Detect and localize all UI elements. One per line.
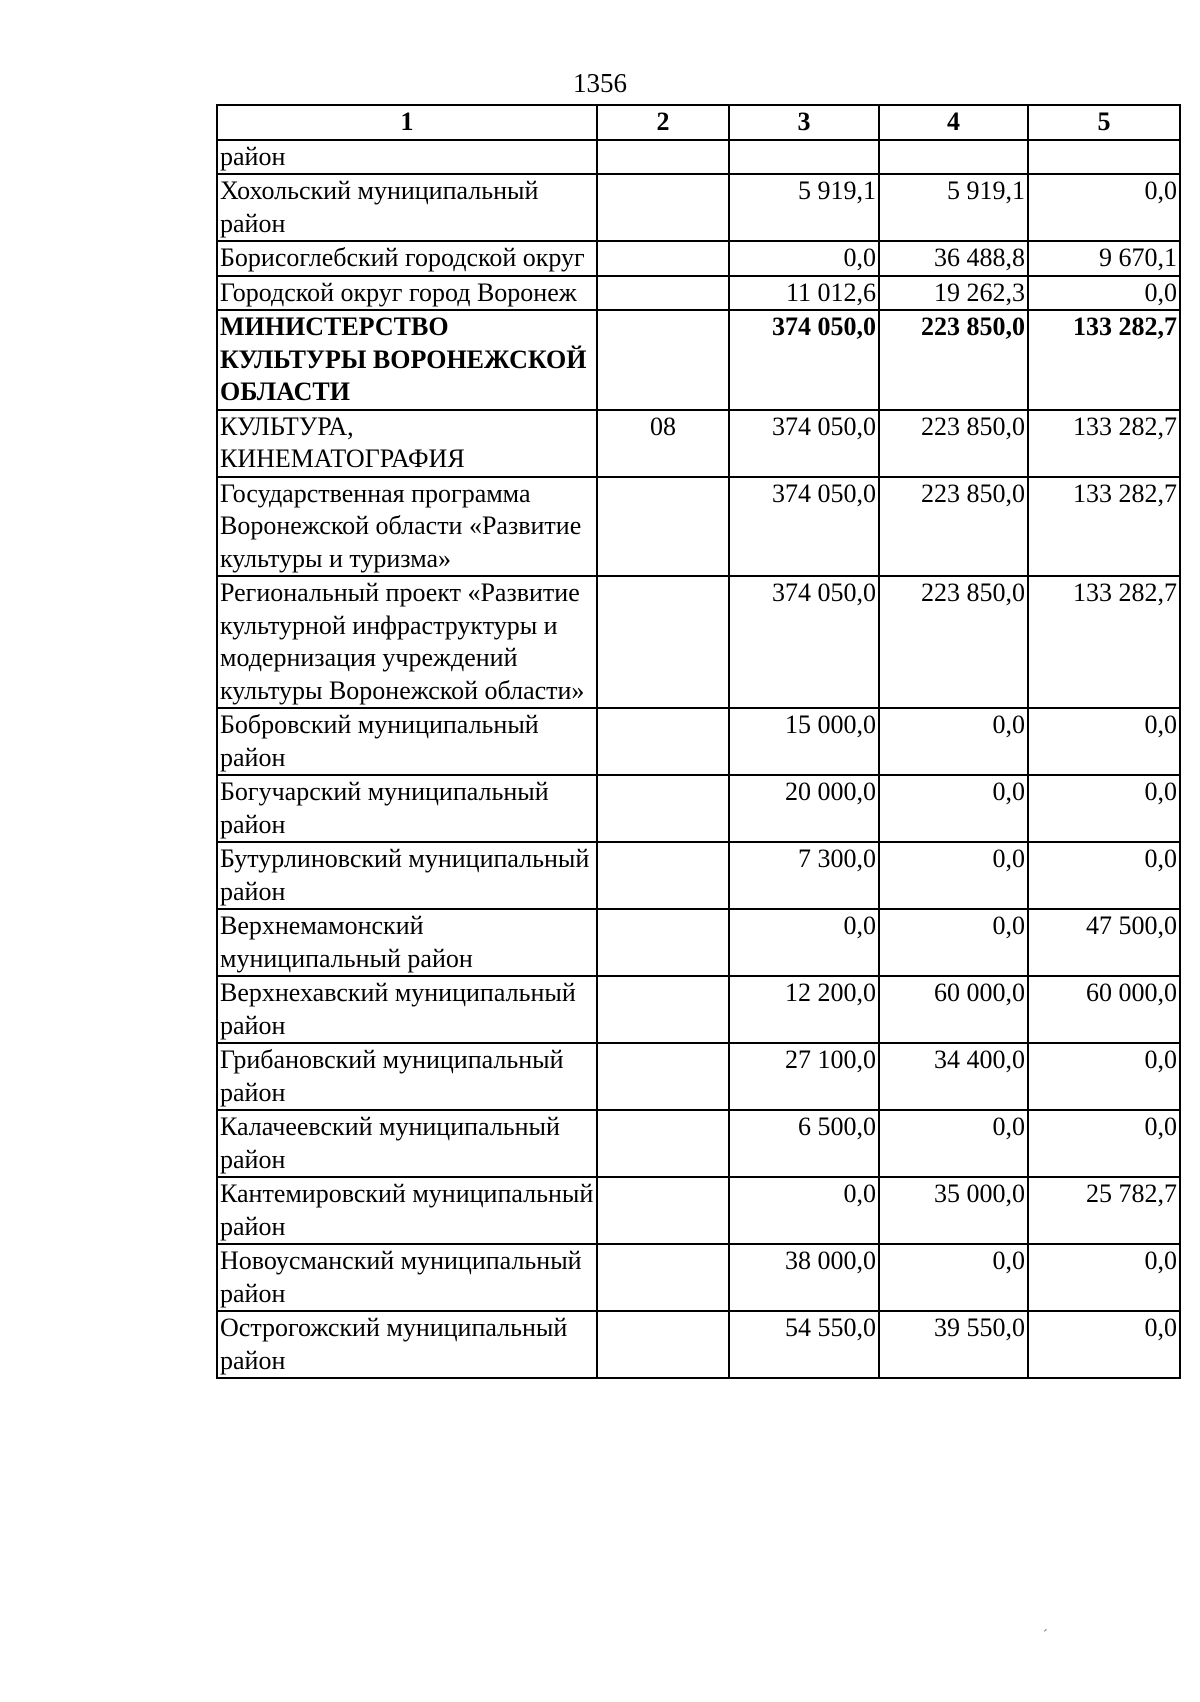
table-row — [217, 842, 1180, 909]
row-name-cell: Хохольский муниципальный район — [217, 174, 597, 241]
row-value-col5: 0,0 — [1028, 1244, 1180, 1311]
row-value-col5 — [1028, 140, 1180, 175]
row-value-col5: 0,0 — [1028, 1311, 1180, 1378]
row-value-col3: 374 050,0 — [729, 310, 879, 410]
row-value-col5: 0,0 — [1028, 276, 1180, 311]
row-value-col5: 0,0 — [1028, 1043, 1180, 1110]
column-header-4: 4 — [879, 105, 1028, 140]
row-code-cell — [597, 1043, 729, 1110]
row-name-cell: КУЛЬТУРА, КИНЕМАТОГРАФИЯ — [217, 410, 597, 477]
table-body — [217, 140, 1180, 1379]
row-value-col5: 133 282,7 — [1028, 576, 1180, 708]
row-value-col4: 223 850,0 — [879, 576, 1028, 708]
row-value-col4: 0,0 — [879, 842, 1028, 909]
row-value-col5: 0,0 — [1028, 1110, 1180, 1177]
table-row — [217, 1043, 1180, 1110]
row-value-col3: 6 500,0 — [729, 1110, 879, 1177]
table-row — [217, 241, 1180, 276]
table-row — [217, 1110, 1180, 1177]
row-value-col3: 38 000,0 — [729, 1244, 879, 1311]
row-name-cell: район — [217, 140, 597, 175]
row-value-col4: 0,0 — [879, 708, 1028, 775]
scan-mark: ˊ — [1043, 1628, 1048, 1643]
row-code-cell — [597, 842, 729, 909]
row-code-cell — [597, 310, 729, 410]
table-row — [217, 1177, 1180, 1244]
row-code-cell — [597, 140, 729, 175]
table-row — [217, 1311, 1180, 1378]
row-code-cell — [597, 1311, 729, 1378]
row-value-col3: 374 050,0 — [729, 477, 879, 577]
row-value-col4: 0,0 — [879, 909, 1028, 976]
row-value-col3: 374 050,0 — [729, 576, 879, 708]
row-value-col3: 374 050,0 — [729, 410, 879, 477]
row-code-cell: 08 — [597, 410, 729, 477]
row-value-col5: 0,0 — [1028, 174, 1180, 241]
row-code-cell — [597, 276, 729, 311]
row-code-cell — [597, 1177, 729, 1244]
row-value-col3 — [729, 140, 879, 175]
table-row — [217, 477, 1180, 577]
row-value-col5: 0,0 — [1028, 842, 1180, 909]
row-name-cell: Верхнехавский муниципальный район — [217, 976, 597, 1043]
row-value-col5: 47 500,0 — [1028, 909, 1180, 976]
row-value-col4: 223 850,0 — [879, 410, 1028, 477]
row-value-col5: 60 000,0 — [1028, 976, 1180, 1043]
row-code-cell — [597, 775, 729, 842]
row-value-col4: 223 850,0 — [879, 310, 1028, 410]
row-value-col4: 60 000,0 — [879, 976, 1028, 1043]
row-name-cell: Калачеевский муниципальный район — [217, 1110, 597, 1177]
budget-table — [216, 104, 1181, 1379]
row-name-cell: Новоусманский муниципальный район — [217, 1244, 597, 1311]
row-value-col4: 0,0 — [879, 1244, 1028, 1311]
row-value-col3: 11 012,6 — [729, 276, 879, 311]
table-row — [217, 576, 1180, 708]
row-name-cell: Кантемировский муниципальный район — [217, 1177, 597, 1244]
row-code-cell — [597, 976, 729, 1043]
row-name-cell: Грибановский муниципальный район — [217, 1043, 597, 1110]
row-value-col5: 133 282,7 — [1028, 410, 1180, 477]
row-code-cell — [597, 1110, 729, 1177]
row-value-col4 — [879, 140, 1028, 175]
row-value-col3: 0,0 — [729, 1177, 879, 1244]
row-code-cell — [597, 708, 729, 775]
row-value-col4: 39 550,0 — [879, 1311, 1028, 1378]
table-row — [217, 410, 1180, 477]
row-code-cell — [597, 241, 729, 276]
row-code-cell — [597, 174, 729, 241]
column-header-5: 5 — [1028, 105, 1180, 140]
row-code-cell — [597, 909, 729, 976]
row-value-col4: 35 000,0 — [879, 1177, 1028, 1244]
table-row — [217, 140, 1180, 175]
row-value-col4: 19 262,3 — [879, 276, 1028, 311]
row-value-col3: 20 000,0 — [729, 775, 879, 842]
row-name-cell: Городской округ город Воронеж — [217, 276, 597, 311]
table-row — [217, 909, 1180, 976]
row-value-col3: 12 200,0 — [729, 976, 879, 1043]
table-row — [217, 1244, 1180, 1311]
table-row — [217, 174, 1180, 241]
row-name-cell: Региональный проект «Развитие культурной инфраструктуры и модернизация учреждений культуры Воронежской области» — [217, 576, 597, 708]
row-code-cell — [597, 477, 729, 577]
table-row — [217, 310, 1180, 410]
row-value-col3: 15 000,0 — [729, 708, 879, 775]
row-value-col5: 133 282,7 — [1028, 310, 1180, 410]
row-name-cell: Государственная программа Воронежской области «Развитие культуры и туризма» — [217, 477, 597, 577]
row-name-cell: Бобровский муниципальный район — [217, 708, 597, 775]
row-value-col4: 34 400,0 — [879, 1043, 1028, 1110]
column-header-2: 2 — [597, 105, 729, 140]
column-header-1: 1 — [217, 105, 597, 140]
row-name-cell: Борисоглебский городской округ — [217, 241, 597, 276]
row-value-col3: 0,0 — [729, 909, 879, 976]
page-number: 1356 — [573, 68, 627, 98]
row-value-col4: 0,0 — [879, 775, 1028, 842]
table-row — [217, 708, 1180, 775]
row-value-col5: 9 670,1 — [1028, 241, 1180, 276]
table-row — [217, 976, 1180, 1043]
column-header-3: 3 — [729, 105, 879, 140]
row-value-col5: 0,0 — [1028, 708, 1180, 775]
row-value-col5: 25 782,7 — [1028, 1177, 1180, 1244]
row-code-cell — [597, 1244, 729, 1311]
row-value-col3: 54 550,0 — [729, 1311, 879, 1378]
row-value-col4: 223 850,0 — [879, 477, 1028, 577]
row-value-col3: 5 919,1 — [729, 174, 879, 241]
row-code-cell — [597, 576, 729, 708]
row-value-col4: 5 919,1 — [879, 174, 1028, 241]
table-header-row — [217, 105, 1180, 140]
row-value-col5: 0,0 — [1028, 775, 1180, 842]
row-name-cell: Богучарский муниципальный район — [217, 775, 597, 842]
row-value-col5: 133 282,7 — [1028, 477, 1180, 577]
row-name-cell: Бутурлиновский муниципальный район — [217, 842, 597, 909]
row-value-col3: 27 100,0 — [729, 1043, 879, 1110]
row-value-col4: 0,0 — [879, 1110, 1028, 1177]
row-name-cell: Верхнемамонский муниципальный район — [217, 909, 597, 976]
row-value-col3: 7 300,0 — [729, 842, 879, 909]
table-row — [217, 276, 1180, 311]
row-value-col3: 0,0 — [729, 241, 879, 276]
row-name-cell: Острогожский муниципальный район — [217, 1311, 597, 1378]
row-name-cell: МИНИСТЕРСТВО КУЛЬТУРЫ ВОРОНЕЖСКОЙ ОБЛАСТИ — [217, 310, 597, 410]
table-row — [217, 775, 1180, 842]
row-value-col4: 36 488,8 — [879, 241, 1028, 276]
